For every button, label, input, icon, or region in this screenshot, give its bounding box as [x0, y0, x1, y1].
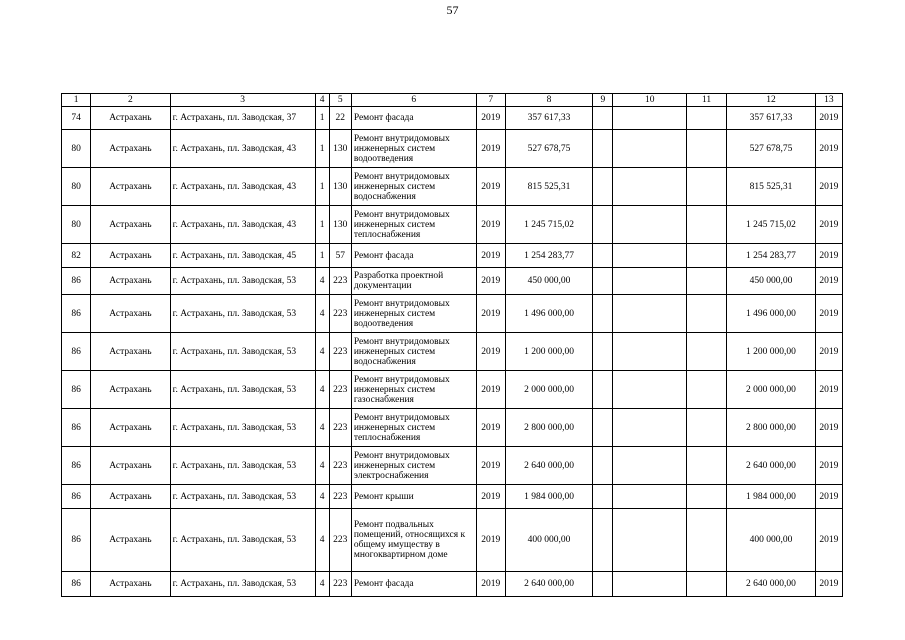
cell-year-end: 2019 — [815, 168, 842, 206]
cell-address: г. Астрахань, пл. Заводская, 53 — [170, 409, 315, 447]
column-number-row — [62, 94, 843, 107]
cell-col9 — [593, 295, 613, 333]
cell-col11 — [686, 371, 726, 409]
cell-col10 — [613, 295, 686, 333]
cell-col9 — [593, 107, 613, 130]
cell-work-type: Ремонт внутридомовых инженерных систем водоснабжения — [351, 333, 476, 371]
table-row — [62, 206, 843, 244]
table-body — [62, 107, 843, 597]
column-header-1: 1 — [62, 94, 91, 107]
cell-col11 — [686, 509, 726, 572]
cell-col11 — [686, 168, 726, 206]
cell-col5: 223 — [329, 447, 351, 485]
cell-col9 — [593, 371, 613, 409]
cell-col11 — [686, 409, 726, 447]
cell-work-type: Ремонт внутридомовых инженерных систем водоснабжения — [351, 168, 476, 206]
cell-work-type: Ремонт внутридомовых инженерных систем водоотведения — [351, 295, 476, 333]
cell-amount: 2 640 000,00 — [505, 572, 593, 597]
cell-address: г. Астрахань, пл. Заводская, 43 — [170, 130, 315, 168]
cell-col5: 223 — [329, 509, 351, 572]
cell-col10 — [613, 244, 686, 268]
cell-year-end: 2019 — [815, 206, 842, 244]
cell-col4: 4 — [315, 268, 329, 295]
cell-year: 2019 — [476, 447, 505, 485]
cell-year: 2019 — [476, 485, 505, 509]
column-header-2: 2 — [91, 94, 171, 107]
cell-work-type: Ремонт внутридомовых инженерных систем водоотведения — [351, 130, 476, 168]
table-row — [62, 268, 843, 295]
cell-row-number: 86 — [62, 409, 91, 447]
cell-col4: 1 — [315, 168, 329, 206]
cell-col9 — [593, 333, 613, 371]
capital-repair-table — [61, 93, 843, 597]
page-number: 57 — [446, 3, 459, 17]
cell-col10 — [613, 206, 686, 244]
cell-col11 — [686, 244, 726, 268]
table-row — [62, 295, 843, 333]
cell-col5: 223 — [329, 295, 351, 333]
column-header-8: 8 — [505, 94, 593, 107]
cell-city: Астрахань — [91, 295, 171, 333]
cell-col5: 223 — [329, 333, 351, 371]
cell-city: Астрахань — [91, 107, 171, 130]
cell-amount: 1 245 715,02 — [505, 206, 593, 244]
cell-col11 — [686, 572, 726, 597]
cell-col5: 223 — [329, 572, 351, 597]
cell-col4: 4 — [315, 333, 329, 371]
table-row — [62, 409, 843, 447]
cell-row-number: 80 — [62, 130, 91, 168]
cell-col9 — [593, 130, 613, 168]
column-header-13: 13 — [815, 94, 842, 107]
cell-amount-total: 527 678,75 — [727, 130, 816, 168]
cell-col5: 223 — [329, 268, 351, 295]
cell-year-end: 2019 — [815, 485, 842, 509]
cell-work-type: Ремонт подвальных помещений, относящихся к общему имуществу в многоквартирном доме — [351, 509, 476, 572]
cell-amount-total: 815 525,31 — [727, 168, 816, 206]
cell-year: 2019 — [476, 333, 505, 371]
cell-col11 — [686, 130, 726, 168]
cell-city: Астрахань — [91, 244, 171, 268]
cell-amount-total: 2 640 000,00 — [727, 572, 816, 597]
cell-col5: 223 — [329, 371, 351, 409]
cell-col10 — [613, 485, 686, 509]
cell-address: г. Астрахань, пл. Заводская, 53 — [170, 295, 315, 333]
cell-year-end: 2019 — [815, 130, 842, 168]
cell-city: Астрахань — [91, 130, 171, 168]
cell-amount-total: 2 000 000,00 — [727, 371, 816, 409]
cell-city: Астрахань — [91, 447, 171, 485]
cell-col4: 4 — [315, 572, 329, 597]
table-row — [62, 168, 843, 206]
cell-col9 — [593, 206, 613, 244]
cell-col9 — [593, 485, 613, 509]
cell-address: г. Астрахань, пл. Заводская, 37 — [170, 107, 315, 130]
cell-year: 2019 — [476, 295, 505, 333]
cell-address: г. Астрахань, пл. Заводская, 53 — [170, 572, 315, 597]
cell-city: Астрахань — [91, 409, 171, 447]
cell-row-number: 86 — [62, 485, 91, 509]
column-header-3: 3 — [170, 94, 315, 107]
cell-col4: 1 — [315, 107, 329, 130]
cell-address: г. Астрахань, пл. Заводская, 53 — [170, 509, 315, 572]
cell-col11 — [686, 447, 726, 485]
cell-amount-total: 1 245 715,02 — [727, 206, 816, 244]
cell-city: Астрахань — [91, 206, 171, 244]
cell-col4: 4 — [315, 371, 329, 409]
column-header-9: 9 — [593, 94, 613, 107]
cell-col5: 57 — [329, 244, 351, 268]
cell-amount: 400 000,00 — [505, 509, 593, 572]
cell-year-end: 2019 — [815, 244, 842, 268]
cell-col11 — [686, 485, 726, 509]
cell-amount-total: 400 000,00 — [727, 509, 816, 572]
cell-amount-total: 1 254 283,77 — [727, 244, 816, 268]
cell-amount-total: 357 617,33 — [727, 107, 816, 130]
cell-col10 — [613, 107, 686, 130]
cell-amount: 450 000,00 — [505, 268, 593, 295]
cell-col5: 223 — [329, 409, 351, 447]
cell-amount-total: 2 640 000,00 — [727, 447, 816, 485]
cell-col4: 4 — [315, 447, 329, 485]
cell-year-end: 2019 — [815, 371, 842, 409]
cell-amount-total: 450 000,00 — [727, 268, 816, 295]
cell-col11 — [686, 206, 726, 244]
column-header-12: 12 — [727, 94, 816, 107]
cell-year-end: 2019 — [815, 509, 842, 572]
cell-year-end: 2019 — [815, 107, 842, 130]
cell-year: 2019 — [476, 409, 505, 447]
cell-col10 — [613, 572, 686, 597]
cell-year-end: 2019 — [815, 572, 842, 597]
cell-work-type: Ремонт фасада — [351, 572, 476, 597]
cell-amount: 1 984 000,00 — [505, 485, 593, 509]
cell-year: 2019 — [476, 107, 505, 130]
cell-amount: 527 678,75 — [505, 130, 593, 168]
cell-col5: 22 — [329, 107, 351, 130]
table-row — [62, 572, 843, 597]
table-row — [62, 509, 843, 572]
cell-year: 2019 — [476, 244, 505, 268]
cell-city: Астрахань — [91, 371, 171, 409]
cell-amount: 1 200 000,00 — [505, 333, 593, 371]
cell-year: 2019 — [476, 206, 505, 244]
cell-amount-total: 1 496 000,00 — [727, 295, 816, 333]
cell-amount: 2 640 000,00 — [505, 447, 593, 485]
cell-row-number: 80 — [62, 206, 91, 244]
cell-amount: 2 000 000,00 — [505, 371, 593, 409]
cell-work-type: Ремонт внутридомовых инженерных систем газоснабжения — [351, 371, 476, 409]
cell-col9 — [593, 509, 613, 572]
cell-col11 — [686, 333, 726, 371]
cell-col5: 130 — [329, 168, 351, 206]
column-header-10: 10 — [613, 94, 686, 107]
cell-row-number: 86 — [62, 295, 91, 333]
cell-amount-total: 1 200 000,00 — [727, 333, 816, 371]
cell-row-number: 86 — [62, 371, 91, 409]
cell-col4: 1 — [315, 130, 329, 168]
cell-col10 — [613, 130, 686, 168]
column-header-4: 4 — [315, 94, 329, 107]
cell-amount-total: 2 800 000,00 — [727, 409, 816, 447]
table-row — [62, 333, 843, 371]
column-header-7: 7 — [476, 94, 505, 107]
cell-address: г. Астрахань, пл. Заводская, 43 — [170, 206, 315, 244]
cell-col9 — [593, 244, 613, 268]
cell-year: 2019 — [476, 168, 505, 206]
cell-col5: 130 — [329, 130, 351, 168]
cell-address: г. Астрахань, пл. Заводская, 53 — [170, 333, 315, 371]
cell-address: г. Астрахань, пл. Заводская, 45 — [170, 244, 315, 268]
cell-amount: 1 254 283,77 — [505, 244, 593, 268]
cell-col10 — [613, 409, 686, 447]
cell-work-type: Ремонт фасада — [351, 107, 476, 130]
cell-col10 — [613, 268, 686, 295]
cell-city: Астрахань — [91, 333, 171, 371]
cell-row-number: 86 — [62, 572, 91, 597]
table-row — [62, 371, 843, 409]
cell-col5: 130 — [329, 206, 351, 244]
cell-year-end: 2019 — [815, 295, 842, 333]
cell-row-number: 86 — [62, 447, 91, 485]
table-row — [62, 447, 843, 485]
column-header-5: 5 — [329, 94, 351, 107]
cell-address: г. Астрахань, пл. Заводская, 53 — [170, 485, 315, 509]
cell-row-number: 80 — [62, 168, 91, 206]
cell-col9 — [593, 268, 613, 295]
cell-year-end: 2019 — [815, 333, 842, 371]
cell-col10 — [613, 371, 686, 409]
cell-amount-total: 1 984 000,00 — [727, 485, 816, 509]
cell-col11 — [686, 295, 726, 333]
cell-work-type: Ремонт внутридомовых инженерных систем теплоснабжения — [351, 409, 476, 447]
cell-col11 — [686, 107, 726, 130]
cell-col11 — [686, 268, 726, 295]
cell-col9 — [593, 572, 613, 597]
cell-work-type: Ремонт внутридомовых инженерных систем электроснабжения — [351, 447, 476, 485]
cell-col4: 4 — [315, 295, 329, 333]
cell-col10 — [613, 509, 686, 572]
cell-year: 2019 — [476, 130, 505, 168]
cell-address: г. Астрахань, пл. Заводская, 53 — [170, 268, 315, 295]
cell-row-number: 74 — [62, 107, 91, 130]
cell-col10 — [613, 447, 686, 485]
cell-amount: 2 800 000,00 — [505, 409, 593, 447]
table-row — [62, 130, 843, 168]
table-row — [62, 107, 843, 130]
cell-col10 — [613, 333, 686, 371]
cell-work-type: Ремонт внутридомовых инженерных систем теплоснабжения — [351, 206, 476, 244]
cell-row-number: 86 — [62, 333, 91, 371]
cell-city: Астрахань — [91, 572, 171, 597]
cell-row-number: 86 — [62, 509, 91, 572]
cell-city: Астрахань — [91, 268, 171, 295]
cell-col10 — [613, 168, 686, 206]
cell-col9 — [593, 447, 613, 485]
cell-year: 2019 — [476, 371, 505, 409]
cell-address: г. Астрахань, пл. Заводская, 53 — [170, 371, 315, 409]
cell-col9 — [593, 409, 613, 447]
cell-year: 2019 — [476, 509, 505, 572]
column-header-11: 11 — [686, 94, 726, 107]
cell-city: Астрахань — [91, 485, 171, 509]
cell-amount: 1 496 000,00 — [505, 295, 593, 333]
table-row — [62, 485, 843, 509]
cell-work-type: Ремонт фасада — [351, 244, 476, 268]
cell-col4: 4 — [315, 485, 329, 509]
cell-amount: 815 525,31 — [505, 168, 593, 206]
cell-year-end: 2019 — [815, 409, 842, 447]
cell-col4: 1 — [315, 206, 329, 244]
cell-city: Астрахань — [91, 509, 171, 572]
cell-city: Астрахань — [91, 168, 171, 206]
cell-work-type: Разработка проектной документации — [351, 268, 476, 295]
cell-col4: 4 — [315, 509, 329, 572]
cell-year-end: 2019 — [815, 268, 842, 295]
cell-col4: 4 — [315, 409, 329, 447]
cell-year: 2019 — [476, 268, 505, 295]
cell-col4: 1 — [315, 244, 329, 268]
table-row — [62, 244, 843, 268]
cell-address: г. Астрахань, пл. Заводская, 43 — [170, 168, 315, 206]
cell-row-number: 86 — [62, 268, 91, 295]
cell-amount: 357 617,33 — [505, 107, 593, 130]
column-header-6: 6 — [351, 94, 476, 107]
cell-col5: 223 — [329, 485, 351, 509]
cell-address: г. Астрахань, пл. Заводская, 53 — [170, 447, 315, 485]
cell-year: 2019 — [476, 572, 505, 597]
cell-row-number: 82 — [62, 244, 91, 268]
cell-col9 — [593, 168, 613, 206]
cell-work-type: Ремонт крыши — [351, 485, 476, 509]
cell-year-end: 2019 — [815, 447, 842, 485]
